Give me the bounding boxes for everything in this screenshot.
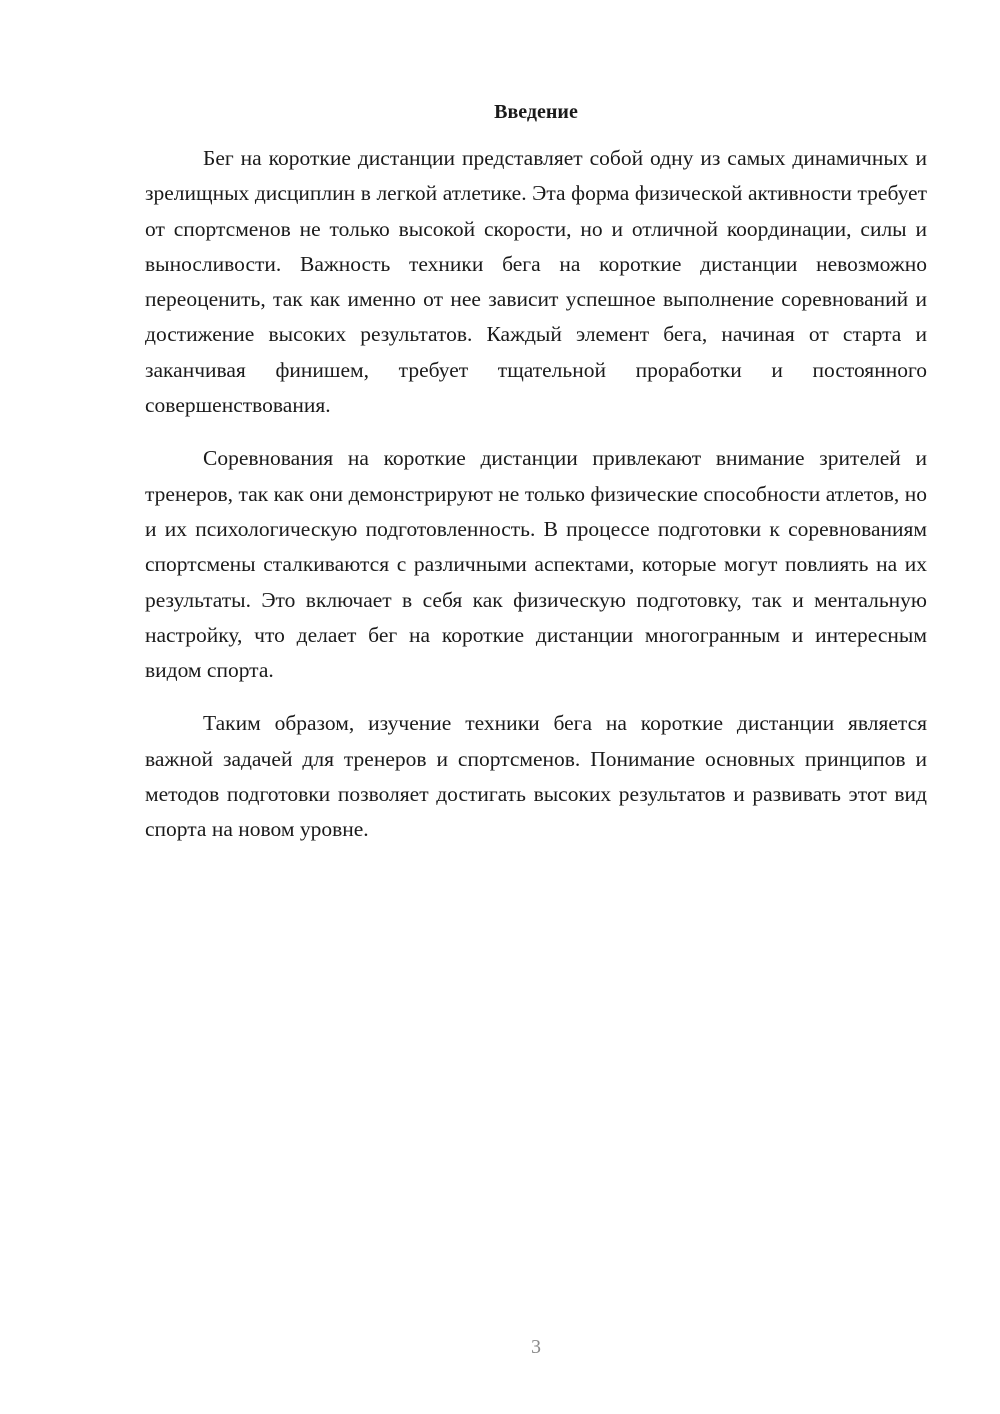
page-number: 3	[531, 1336, 541, 1358]
paragraph-1: Бег на короткие дистанции представляет собой одну из самых динамичных и зрелищных дисциплин в легкой атлетике. Эта форма физической активности требует от спортсменов не только высокой скорости, но и отличной координации, силы и выносливости. Важность техники бега на короткие дистанции невозможно переоценить, так как именно от нее зависит успешное выполнение соревнований и достижение высоких результатов. Каждый элемент бега, начиная от старта и заканчивая финишем, требует тщательной проработки и постоянного совершенствования.	[145, 146, 927, 418]
paragraph-3: Таким образом, изучение техники бега на короткие дистанции является важной задачей для тренеров и спортсменов. Понимание основных принципов и методов подготовки позволяет достигать высоких результатов и развивать этот вид спорта на новом уровне.	[145, 711, 927, 842]
body-text	[145, 141, 927, 866]
section-heading: Введение	[494, 101, 578, 123]
paragraph-2: Соревнования на короткие дистанции привлекают внимание зрителей и тренеров, так как они демонстрируют не только физические способности атлетов, но и их психологическую подготовленность. В процессе подготовки к соревнованиям спортсмены сталкиваются с различными аспектами, которые могут повлиять на их результаты. Это включает в себя как физическую подготовку, так и ментальную настройку, что делает бег на короткие дистанции многогранным и интересным видом спорта.	[145, 446, 927, 683]
